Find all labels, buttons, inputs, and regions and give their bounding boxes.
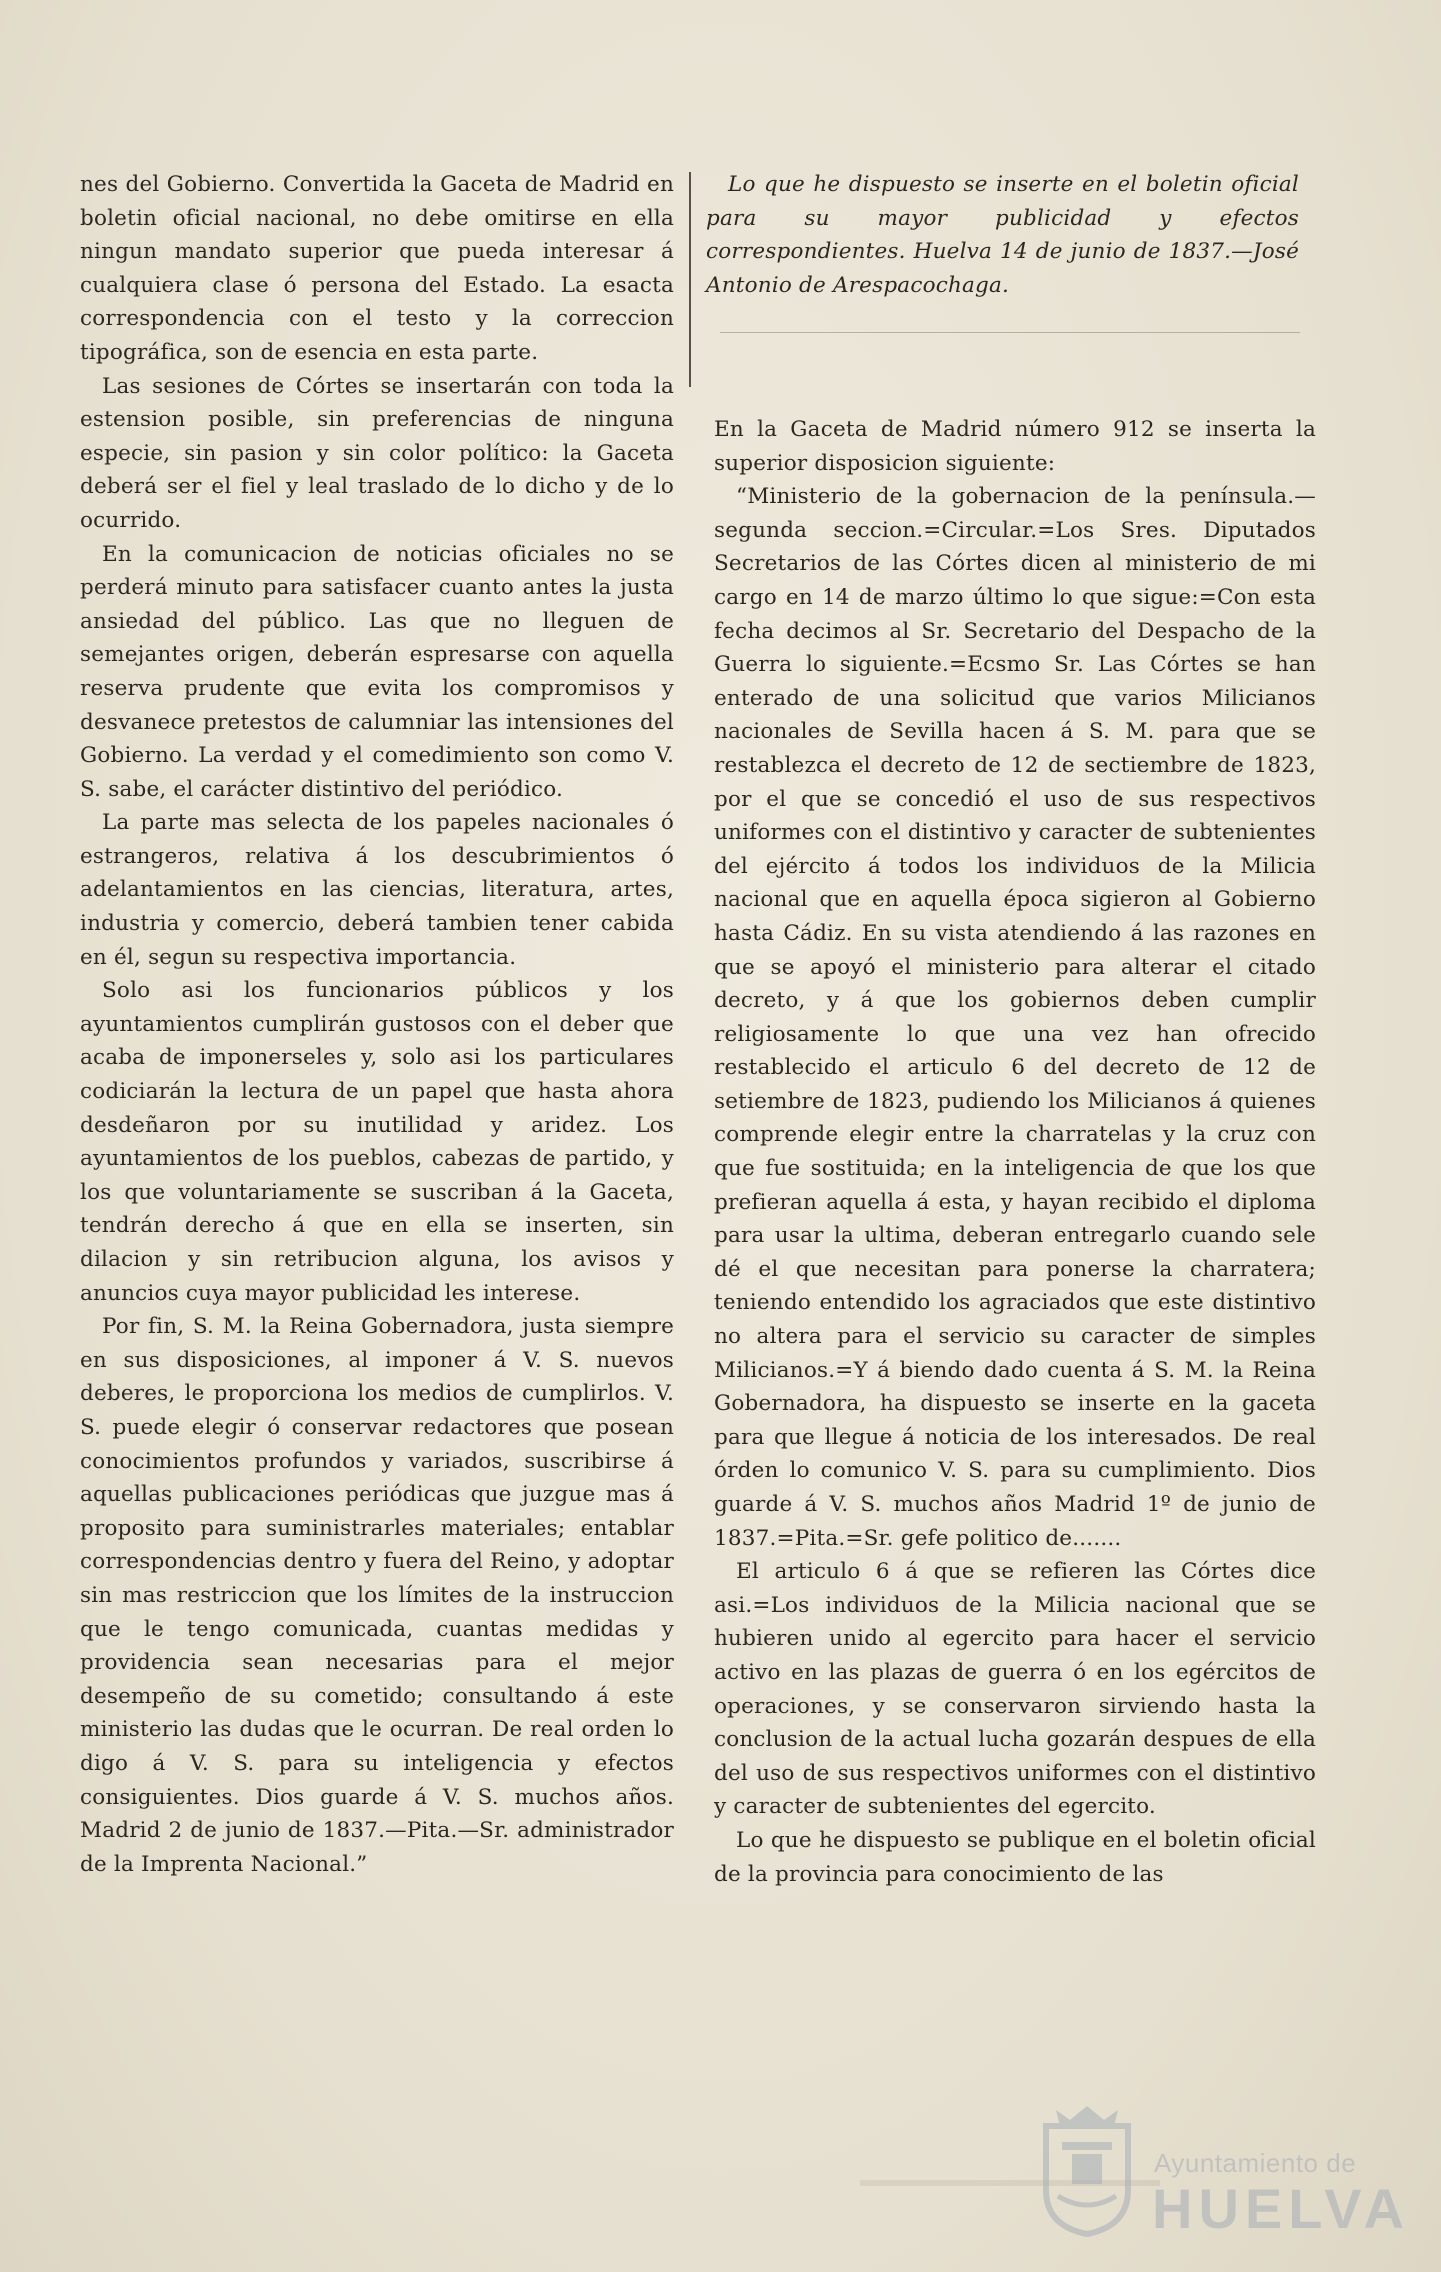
left-paragraph: Las sesiones de Córtes se insertarán con toda la estension posible, sin preferencias de ninguna especie, sin pasion y sin color político: la Gaceta deberá ser el fiel y leal traslado de lo dicho y de lo ocurrido. [80, 373, 674, 533]
right-paragraph: Lo que he dispuesto se publique en el boletin oficial de la provincia para conocimiento de las [714, 1827, 1316, 1887]
watermark [1026, 2090, 1410, 2250]
right-main-column [714, 413, 1316, 1891]
column-separator [689, 172, 691, 387]
left-paragraph: Por fin, S. M. la Reina Gobernadora, justa siempre en sus disposiciones, al imponer á V. S. nuevos deberes, le proporciona los medios de cumplirlos. V. S. puede elegir ó conservar redactores que posean conocimientos profundos y variados, suscribirse á aquellas publicaciones periódicas que juzgue mas á proposito para suministrarles materiales; entablar correspondencias dentro y fuera del Reino, y adoptar sin mas restriccion que los límites de la instruccion que le tengo comunicada, cuantas medidas y providencia sean necesarias para el mejor desempeño de su cometido; consultando á este ministerio las dudas que le ocurran. De real orden lo digo á V. S. para su inteligencia y efectos consiguientes. Dios guarde á V. S. muchos años. Madrid 2 de junio de 1837.—Pita.—Sr. administrador de la Imprenta Nacional.” [80, 1314, 674, 1877]
left-paragraph: En la comunicacion de noticias oficiales no se perderá minuto para satisfacer cuanto antes la justa ansiedad del público. Las que no lleguen de semejantes origen, deberán espresarse con aquella reserva prudente que evita los compromisos y desvanece pretestos de calumniar las intensiones del Gobierno. La verdad y el comedimiento son como V. S. sabe, el carácter distintivo del periódico. [80, 541, 674, 802]
right-paragraph: El articulo 6 á que se refieren las Córtes dice asi.=Los individuos de la Milicia nacional que se hubieren unido al egercito para hacer el servicio activo en las plazas de guerra ó en los egércitos de operaciones, y se conservaron sirviendo hasta la conclusion de la actual lucha gozarán despues de ella del uso de sus respectivos uniformes con el distintivo y caracter de subtenientes del egercito. [714, 1559, 1316, 1820]
watermark-line2: HUELVA [1152, 2177, 1410, 2240]
crest-icon [1026, 2098, 1148, 2238]
section-divider [720, 332, 1300, 333]
left-paragraph: Solo asi los funcionarios públicos y los ayuntamientos cumplirán gustosos con el deber que acaba de imponerseles y, solo asi los particulares codiciarán la lectura de un papel que hasta ahora desdeñaron por su inutilidad y aridez. Los ayuntamientos de los pueblos, cabezas de partido, y los que voluntariamente se suscriban á la Gaceta, tendrán derecho á que en ella se inserten, sin dilacion y sin retribucion alguna, los avisos y anuncios cuya mayor publicidad les interese. [80, 978, 674, 1306]
right-paragraph: “Ministerio de la gobernacion de la península.—segunda seccion.=Circular.=Los Sres. Diputados Secretarios de las Córtes dicen al ministerio de mi cargo en 14 de marzo último lo que sigue:=Con esta fecha decimos al Sr. Secretario del Despacho de la Guerra lo siguiente.=Ecsmo Sr. Las Córtes se han enterado de una solicitud que varios Milicianos nacionales de Sevilla hacen á S. M. para que se restablezca el decreto de 12 de sectiembre de 1823, por el que se concedió el uso de sus respectivos uniformes con el distintivo y caracter de subtenientes del ejército á todos los individuos de la Milicia nacional que en aquella época sigieron al Gobierno hasta Cádiz. En su vista atendiendo á las razones en que se apoyó el ministerio para alterar el citado decreto, y á que los gobiernos deben cumplir religiosamente lo que una vez han ofrecido restablecido el articulo 6 del decreto de 12 de setiembre de 1823, pudiendo los Milicianos á quienes comprende elegir entre la charratelas y la cruz con que fue sostituida; en la inteligencia de que los que prefieran aquella á esta, y hayan recibido el diploma para usar la ultima, deberan entregarlo cuando sele dé el que necesitan para ponerse la charratera; teniendo entendido los agraciados que este distintivo no altera para el servicio su caracter de simples Milicianos.=Y á biendo dado cuenta á S. M. la Reina Gobernadora, ha dispuesto se inserte en la gaceta para que llegue á noticia de los interesados. De real órden lo comunico V. S. para su cumplimiento. Dios guarde á V. S. muchos años Madrid 1º de junio de 1837.=Pita.=Sr. gefe politico de....... [714, 484, 1316, 1551]
left-paragraph: nes del Gobierno. Convertida la Gaceta de Madrid en boletin oficial nacional, no debe omitirse en ella ningun mandato superior que pueda interesar á cualquiera clase ó persona del Estado. La esacta correspondencia con el testo y la correccion tipográfica, son de esencia en esta parte. [80, 172, 674, 365]
left-paragraph: La parte mas selecta de los papeles nacionales ó estrangeros, relativa á los descubrimientos ó adelantamientos en las ciencias, literatura, artes, industria y comercio, deberá tambien tener cabida en él, segun su respectiva importancia. [80, 810, 674, 970]
left-column [80, 168, 674, 1881]
right-paragraph: En la Gaceta de Madrid número 912 se inserta la superior disposicion siguiente: [714, 417, 1316, 476]
right-top-block [706, 168, 1299, 302]
watermark-line1: Ayuntamiento de [1154, 2148, 1357, 2178]
right-top-paragraph: Lo que he dispuesto se inserte en el boletin oficial para su mayor publicidad y efectos correspondientes. Huelva 14 de junio de 1837.—José Antonio de Arespacochaga. [706, 172, 1299, 298]
